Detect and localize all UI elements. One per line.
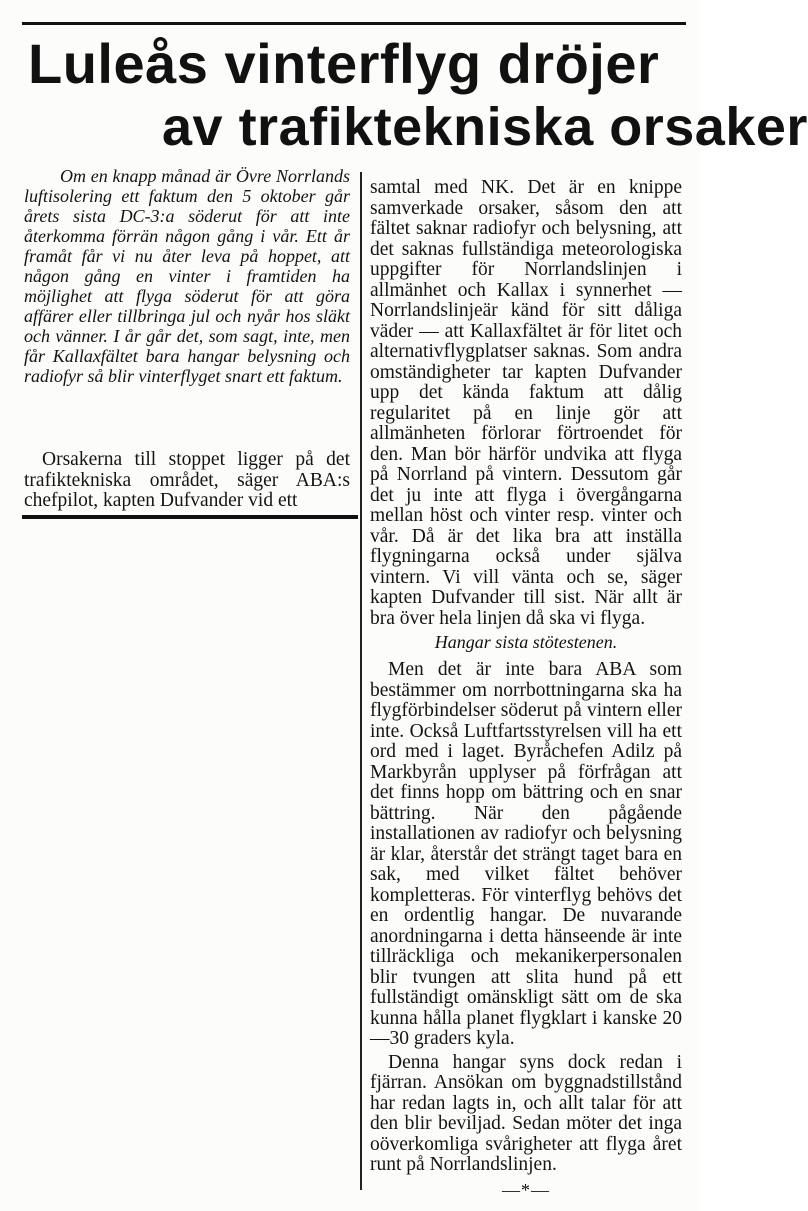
column-divider [360, 172, 362, 1190]
section2-paragraph-2: Denna hangar syns dock redan i fjärran. Ansökan om byggnadstillstånd har redan lagts in, och allt talar för att den blir beviljad. Sedan möter det inga oöverkomliga svårigheter att flyga året runt på Norrlandslinjen. [370, 1051, 682, 1175]
left-column-end-rule [22, 515, 358, 519]
right-column-bottom [370, 660, 682, 1176]
section2-paragraph-1: Men det är inte bara ABA som bestämmer om norrbottningarna ska ha flygförbindelser söderut på vintern eller inte. Också Luftfartsstyrelsen vill ha ett ord med i laget. Byråchefen Adilz på Markbyrån upplyser på förfrågan att det finns hopp om bättring och en snar bättring. När den pågående installationen av radiofyr och belysning är klar, återstår det strängt taget bara en sak, med vilket fältet behöver kompletteras. För vinterflyg behövs det en ordentlig hangar. De nuvarande anordningarna i detta hänseende är inte tillräckliga och mekanikerpersonalen blir tvungen att slita hund på ett fullständigt omänskligt sätt om de ska kunna hålla planet flygklart i kanske 20—30 graders kyla. [370, 659, 682, 1049]
subheading: Hangar sista stötestenen. [434, 632, 618, 652]
lead-column [24, 166, 350, 386]
body-intro-paragraph: Orsakerna till stoppet ligger på det trafiktekniska området, säger ABA:s chefpilot, kapten Dufvander vid ett [24, 449, 350, 511]
body-continued-paragraph: samtal med NK. Det är en knippe samverkade orsaker, såsom den att fältet saknar radiofyr och belysning, att det saknas fullständiga meteorologiska uppgifter för Norrlandslinjen i allmänhet och Kallax i synnerhet — Norrlandslinjeär känd för sitt dåliga väder — att Kallaxfältet är för litet och alternativflygplatser saknas. Som andra omständigheter tar kapten Dufvander upp det kända faktum att dålig regularitet på en linje gör att allmänheten förlorar förtroendet för den. Man bör härför undvika att flyga på Norrland på vintern. Dessutom går det ju inte att flyga i övergångarna mellan höst och vinter resp. vinter och vår. Då är det lika bra att inställa flygningarna också under själva vintern. Vi vill vänta och se, säger kapten Dufvander till sist. När allt är bra över hela linjen då ska vi flyga. [370, 177, 682, 629]
top-rule [22, 22, 686, 25]
body-intro-column [24, 450, 350, 512]
headline-line-2: av trafiktekniska orsaker [162, 97, 808, 157]
end-ornament: —*— [502, 1180, 550, 1200]
headline-line-1: Luleås vinterflyg dröjer [28, 32, 660, 95]
right-column-top [370, 178, 682, 629]
lead-paragraph: Om en knapp månad är Övre Norrlands luftisolering ett faktum den 5 oktober går årets sista DC-3:a söderut för att inte återkomma förrän någon gång i vår. Ett år framåt får vi nu åter leva på hoppet, att någon gång en vinter i framtiden ha möjlighet att flyga söderut för att göra affärer eller tillbringa jul och nyår hos släkt och vänner. I år går det, som sagt, inte, men får Kallaxfältet bara hangar belysning och radiofyr så blir vinterflyget snart ett faktum. [24, 166, 350, 386]
